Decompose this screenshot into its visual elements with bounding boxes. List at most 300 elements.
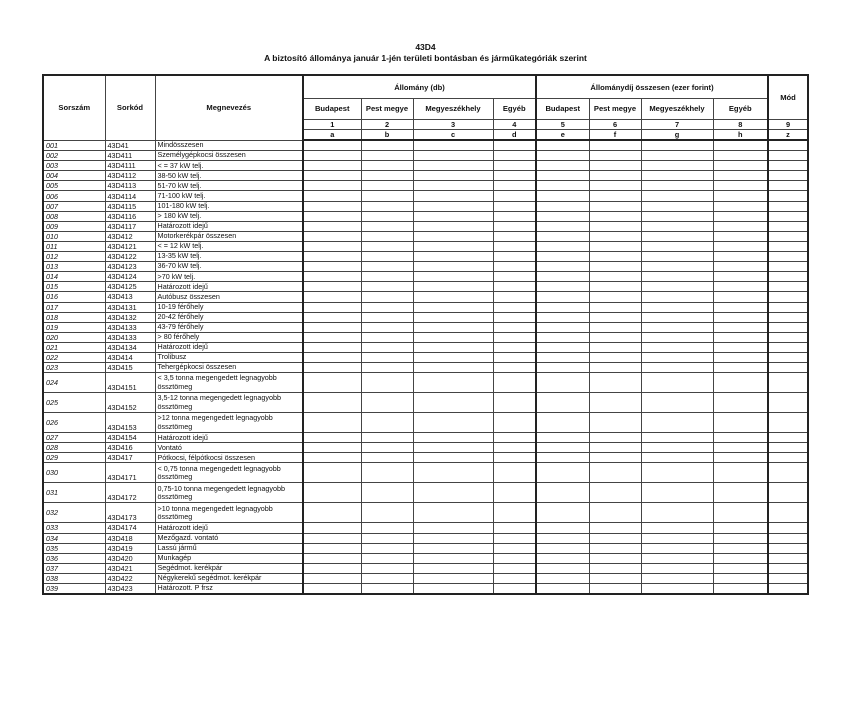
data-cell[interactable]: [589, 161, 641, 171]
data-cell[interactable]: [303, 282, 361, 292]
data-cell[interactable]: [413, 292, 493, 302]
data-cell[interactable]: [536, 453, 589, 463]
data-cell[interactable]: [361, 543, 413, 553]
data-cell[interactable]: [641, 292, 713, 302]
data-cell[interactable]: [713, 503, 768, 523]
data-cell[interactable]: [361, 181, 413, 191]
data-cell[interactable]: [768, 523, 808, 533]
data-cell[interactable]: [536, 553, 589, 563]
data-cell[interactable]: [493, 231, 536, 241]
data-cell[interactable]: [641, 201, 713, 211]
data-cell[interactable]: [768, 312, 808, 322]
data-cell[interactable]: [589, 573, 641, 583]
data-cell[interactable]: [536, 221, 589, 231]
data-cell[interactable]: [589, 553, 641, 563]
data-cell[interactable]: [536, 140, 589, 151]
data-cell[interactable]: [641, 211, 713, 221]
data-cell[interactable]: [589, 453, 641, 463]
data-cell[interactable]: [768, 262, 808, 272]
data-cell[interactable]: [413, 523, 493, 533]
data-cell[interactable]: [361, 352, 413, 362]
data-cell[interactable]: [493, 453, 536, 463]
data-cell[interactable]: [413, 563, 493, 573]
data-cell[interactable]: [303, 292, 361, 302]
data-cell[interactable]: [303, 453, 361, 463]
data-cell[interactable]: [413, 252, 493, 262]
data-cell[interactable]: [413, 140, 493, 151]
data-cell[interactable]: [493, 312, 536, 322]
data-cell[interactable]: [536, 302, 589, 312]
data-cell[interactable]: [641, 272, 713, 282]
data-cell[interactable]: [589, 262, 641, 272]
data-cell[interactable]: [303, 221, 361, 231]
data-cell[interactable]: [413, 191, 493, 201]
data-cell[interactable]: [768, 584, 808, 595]
data-cell[interactable]: [536, 151, 589, 161]
data-cell[interactable]: [589, 533, 641, 543]
data-cell[interactable]: [493, 483, 536, 503]
data-cell[interactable]: [713, 282, 768, 292]
data-cell[interactable]: [536, 171, 589, 181]
data-cell[interactable]: [713, 312, 768, 322]
data-cell[interactable]: [493, 363, 536, 373]
data-cell[interactable]: [713, 292, 768, 302]
data-cell[interactable]: [768, 342, 808, 352]
data-cell[interactable]: [641, 352, 713, 362]
data-cell[interactable]: [361, 151, 413, 161]
data-cell[interactable]: [768, 201, 808, 211]
data-cell[interactable]: [768, 191, 808, 201]
data-cell[interactable]: [768, 292, 808, 302]
data-cell[interactable]: [303, 191, 361, 201]
data-cell[interactable]: [303, 151, 361, 161]
data-cell[interactable]: [413, 363, 493, 373]
data-cell[interactable]: [641, 262, 713, 272]
data-cell[interactable]: [713, 553, 768, 563]
data-cell[interactable]: [713, 352, 768, 362]
data-cell[interactable]: [493, 543, 536, 553]
data-cell[interactable]: [641, 342, 713, 352]
data-cell[interactable]: [361, 161, 413, 171]
data-cell[interactable]: [713, 211, 768, 221]
data-cell[interactable]: [589, 231, 641, 241]
data-cell[interactable]: [641, 433, 713, 443]
data-cell[interactable]: [713, 363, 768, 373]
data-cell[interactable]: [713, 241, 768, 251]
data-cell[interactable]: [536, 563, 589, 573]
data-cell[interactable]: [413, 282, 493, 292]
data-cell[interactable]: [493, 252, 536, 262]
data-cell[interactable]: [713, 262, 768, 272]
data-cell[interactable]: [768, 211, 808, 221]
data-cell[interactable]: [641, 503, 713, 523]
data-cell[interactable]: [768, 140, 808, 151]
data-cell[interactable]: [536, 413, 589, 433]
data-cell[interactable]: [641, 363, 713, 373]
data-cell[interactable]: [768, 332, 808, 342]
data-cell[interactable]: [361, 241, 413, 251]
data-cell[interactable]: [493, 553, 536, 563]
data-cell[interactable]: [303, 161, 361, 171]
data-cell[interactable]: [768, 171, 808, 181]
data-cell[interactable]: [589, 292, 641, 302]
data-cell[interactable]: [361, 433, 413, 443]
data-cell[interactable]: [589, 272, 641, 282]
data-cell[interactable]: [589, 302, 641, 312]
data-cell[interactable]: [536, 373, 589, 393]
data-cell[interactable]: [303, 443, 361, 453]
data-cell[interactable]: [641, 241, 713, 251]
data-cell[interactable]: [713, 161, 768, 171]
data-cell[interactable]: [641, 312, 713, 322]
data-cell[interactable]: [413, 231, 493, 241]
data-cell[interactable]: [413, 151, 493, 161]
data-cell[interactable]: [589, 342, 641, 352]
data-cell[interactable]: [303, 262, 361, 272]
data-cell[interactable]: [641, 181, 713, 191]
data-cell[interactable]: [303, 332, 361, 342]
data-cell[interactable]: [361, 191, 413, 201]
data-cell[interactable]: [768, 161, 808, 171]
data-cell[interactable]: [589, 523, 641, 533]
data-cell[interactable]: [536, 573, 589, 583]
data-cell[interactable]: [493, 221, 536, 231]
data-cell[interactable]: [641, 231, 713, 241]
data-cell[interactable]: [413, 543, 493, 553]
data-cell[interactable]: [536, 363, 589, 373]
data-cell[interactable]: [536, 533, 589, 543]
data-cell[interactable]: [303, 563, 361, 573]
data-cell[interactable]: [589, 563, 641, 573]
data-cell[interactable]: [589, 443, 641, 453]
data-cell[interactable]: [303, 463, 361, 483]
data-cell[interactable]: [303, 322, 361, 332]
data-cell[interactable]: [589, 363, 641, 373]
data-cell[interactable]: [493, 373, 536, 393]
data-cell[interactable]: [413, 342, 493, 352]
data-cell[interactable]: [361, 483, 413, 503]
data-cell[interactable]: [303, 302, 361, 312]
data-cell[interactable]: [303, 181, 361, 191]
data-cell[interactable]: [713, 433, 768, 443]
data-cell[interactable]: [713, 342, 768, 352]
data-cell[interactable]: [641, 453, 713, 463]
data-cell[interactable]: [768, 483, 808, 503]
data-cell[interactable]: [413, 262, 493, 272]
data-cell[interactable]: [768, 181, 808, 191]
data-cell[interactable]: [303, 342, 361, 352]
data-cell[interactable]: [589, 322, 641, 332]
data-cell[interactable]: [536, 292, 589, 302]
data-cell[interactable]: [768, 563, 808, 573]
data-cell[interactable]: [536, 433, 589, 443]
data-cell[interactable]: [413, 433, 493, 443]
data-cell[interactable]: [413, 553, 493, 563]
data-cell[interactable]: [303, 373, 361, 393]
data-cell[interactable]: [536, 312, 589, 322]
data-cell[interactable]: [768, 533, 808, 543]
data-cell[interactable]: [303, 201, 361, 211]
data-cell[interactable]: [713, 201, 768, 211]
data-cell[interactable]: [641, 282, 713, 292]
data-cell[interactable]: [361, 563, 413, 573]
data-cell[interactable]: [413, 171, 493, 181]
data-cell[interactable]: [413, 393, 493, 413]
data-cell[interactable]: [589, 151, 641, 161]
data-cell[interactable]: [589, 140, 641, 151]
data-cell[interactable]: [361, 533, 413, 543]
data-cell[interactable]: [768, 453, 808, 463]
data-cell[interactable]: [768, 503, 808, 523]
data-cell[interactable]: [303, 171, 361, 181]
data-cell[interactable]: [589, 282, 641, 292]
data-cell[interactable]: [361, 463, 413, 483]
data-cell[interactable]: [536, 272, 589, 282]
data-cell[interactable]: [493, 463, 536, 483]
data-cell[interactable]: [536, 393, 589, 413]
data-cell[interactable]: [713, 302, 768, 312]
data-cell[interactable]: [536, 161, 589, 171]
data-cell[interactable]: [713, 181, 768, 191]
data-cell[interactable]: [536, 483, 589, 503]
data-cell[interactable]: [413, 503, 493, 523]
data-cell[interactable]: [641, 533, 713, 543]
data-cell[interactable]: [361, 393, 413, 413]
data-cell[interactable]: [361, 171, 413, 181]
data-cell[interactable]: [536, 262, 589, 272]
data-cell[interactable]: [493, 352, 536, 362]
data-cell[interactable]: [536, 523, 589, 533]
data-cell[interactable]: [493, 151, 536, 161]
data-cell[interactable]: [641, 171, 713, 181]
data-cell[interactable]: [768, 363, 808, 373]
data-cell[interactable]: [713, 332, 768, 342]
data-cell[interactable]: [303, 533, 361, 543]
data-cell[interactable]: [303, 140, 361, 151]
data-cell[interactable]: [768, 302, 808, 312]
data-cell[interactable]: [361, 453, 413, 463]
data-cell[interactable]: [303, 241, 361, 251]
data-cell[interactable]: [361, 302, 413, 312]
data-cell[interactable]: [493, 140, 536, 151]
data-cell[interactable]: [493, 161, 536, 171]
data-cell[interactable]: [768, 373, 808, 393]
data-cell[interactable]: [713, 413, 768, 433]
data-cell[interactable]: [361, 413, 413, 433]
data-cell[interactable]: [768, 393, 808, 413]
data-cell[interactable]: [713, 231, 768, 241]
data-cell[interactable]: [713, 393, 768, 413]
data-cell[interactable]: [493, 413, 536, 433]
data-cell[interactable]: [768, 352, 808, 362]
data-cell[interactable]: [361, 262, 413, 272]
data-cell[interactable]: [413, 181, 493, 191]
data-cell[interactable]: [303, 211, 361, 221]
data-cell[interactable]: [641, 553, 713, 563]
data-cell[interactable]: [493, 563, 536, 573]
data-cell[interactable]: [493, 191, 536, 201]
data-cell[interactable]: [641, 373, 713, 393]
data-cell[interactable]: [589, 352, 641, 362]
data-cell[interactable]: [493, 181, 536, 191]
data-cell[interactable]: [493, 573, 536, 583]
data-cell[interactable]: [413, 352, 493, 362]
data-cell[interactable]: [536, 241, 589, 251]
data-cell[interactable]: [413, 211, 493, 221]
data-cell[interactable]: [536, 191, 589, 201]
data-cell[interactable]: [303, 543, 361, 553]
data-cell[interactable]: [713, 252, 768, 262]
data-cell[interactable]: [589, 483, 641, 503]
data-cell[interactable]: [713, 272, 768, 282]
data-cell[interactable]: [641, 523, 713, 533]
data-cell[interactable]: [713, 373, 768, 393]
data-cell[interactable]: [493, 322, 536, 332]
data-cell[interactable]: [536, 463, 589, 483]
data-cell[interactable]: [713, 443, 768, 453]
data-cell[interactable]: [768, 221, 808, 231]
data-cell[interactable]: [713, 563, 768, 573]
data-cell[interactable]: [768, 322, 808, 332]
data-cell[interactable]: [713, 483, 768, 503]
data-cell[interactable]: [713, 584, 768, 595]
data-cell[interactable]: [641, 221, 713, 231]
data-cell[interactable]: [493, 503, 536, 523]
data-cell[interactable]: [361, 443, 413, 453]
data-cell[interactable]: [493, 584, 536, 595]
data-cell[interactable]: [413, 373, 493, 393]
data-cell[interactable]: [536, 211, 589, 221]
data-cell[interactable]: [361, 342, 413, 352]
data-cell[interactable]: [413, 584, 493, 595]
data-cell[interactable]: [413, 322, 493, 332]
data-cell[interactable]: [589, 211, 641, 221]
data-cell[interactable]: [768, 543, 808, 553]
data-cell[interactable]: [589, 241, 641, 251]
data-cell[interactable]: [589, 221, 641, 231]
data-cell[interactable]: [361, 221, 413, 231]
data-cell[interactable]: [589, 201, 641, 211]
data-cell[interactable]: [589, 191, 641, 201]
data-cell[interactable]: [303, 352, 361, 362]
data-cell[interactable]: [641, 332, 713, 342]
data-cell[interactable]: [413, 453, 493, 463]
data-cell[interactable]: [303, 483, 361, 503]
data-cell[interactable]: [768, 241, 808, 251]
data-cell[interactable]: [303, 503, 361, 523]
data-cell[interactable]: [641, 483, 713, 503]
data-cell[interactable]: [493, 262, 536, 272]
data-cell[interactable]: [413, 483, 493, 503]
data-cell[interactable]: [641, 393, 713, 413]
data-cell[interactable]: [361, 211, 413, 221]
data-cell[interactable]: [641, 443, 713, 453]
data-cell[interactable]: [641, 151, 713, 161]
data-cell[interactable]: [641, 573, 713, 583]
data-cell[interactable]: [303, 413, 361, 433]
data-cell[interactable]: [413, 413, 493, 433]
data-cell[interactable]: [641, 252, 713, 262]
data-cell[interactable]: [303, 231, 361, 241]
data-cell[interactable]: [641, 191, 713, 201]
data-cell[interactable]: [768, 433, 808, 443]
data-cell[interactable]: [493, 332, 536, 342]
data-cell[interactable]: [361, 231, 413, 241]
data-cell[interactable]: [641, 322, 713, 332]
data-cell[interactable]: [589, 413, 641, 433]
data-cell[interactable]: [361, 573, 413, 583]
data-cell[interactable]: [713, 140, 768, 151]
data-cell[interactable]: [303, 553, 361, 563]
data-cell[interactable]: [413, 332, 493, 342]
data-cell[interactable]: [303, 433, 361, 443]
data-cell[interactable]: [768, 151, 808, 161]
data-cell[interactable]: [641, 584, 713, 595]
data-cell[interactable]: [413, 443, 493, 453]
data-cell[interactable]: [493, 282, 536, 292]
data-cell[interactable]: [589, 543, 641, 553]
data-cell[interactable]: [303, 523, 361, 533]
data-cell[interactable]: [493, 443, 536, 453]
data-cell[interactable]: [713, 523, 768, 533]
data-cell[interactable]: [361, 272, 413, 282]
data-cell[interactable]: [361, 553, 413, 563]
data-cell[interactable]: [713, 171, 768, 181]
data-cell[interactable]: [536, 201, 589, 211]
data-cell[interactable]: [303, 393, 361, 413]
data-cell[interactable]: [303, 272, 361, 282]
data-cell[interactable]: [493, 201, 536, 211]
data-cell[interactable]: [536, 503, 589, 523]
data-cell[interactable]: [493, 433, 536, 443]
data-cell[interactable]: [303, 363, 361, 373]
data-cell[interactable]: [589, 332, 641, 342]
data-cell[interactable]: [413, 241, 493, 251]
data-cell[interactable]: [536, 584, 589, 595]
data-cell[interactable]: [493, 342, 536, 352]
data-cell[interactable]: [768, 282, 808, 292]
data-cell[interactable]: [641, 463, 713, 483]
data-cell[interactable]: [361, 282, 413, 292]
data-cell[interactable]: [641, 140, 713, 151]
data-cell[interactable]: [361, 312, 413, 322]
data-cell[interactable]: [589, 393, 641, 413]
data-cell[interactable]: [361, 584, 413, 595]
data-cell[interactable]: [493, 292, 536, 302]
data-cell[interactable]: [413, 161, 493, 171]
data-cell[interactable]: [413, 221, 493, 231]
data-cell[interactable]: [589, 171, 641, 181]
data-cell[interactable]: [413, 533, 493, 543]
data-cell[interactable]: [303, 573, 361, 583]
data-cell[interactable]: [413, 272, 493, 282]
data-cell[interactable]: [361, 373, 413, 393]
data-cell[interactable]: [493, 302, 536, 312]
data-cell[interactable]: [589, 463, 641, 483]
data-cell[interactable]: [641, 413, 713, 433]
data-cell[interactable]: [589, 503, 641, 523]
data-cell[interactable]: [536, 352, 589, 362]
data-cell[interactable]: [589, 312, 641, 322]
data-cell[interactable]: [493, 523, 536, 533]
data-cell[interactable]: [536, 543, 589, 553]
data-cell[interactable]: [641, 302, 713, 312]
data-cell[interactable]: [361, 292, 413, 302]
data-cell[interactable]: [493, 533, 536, 543]
data-cell[interactable]: [589, 252, 641, 262]
data-cell[interactable]: [589, 433, 641, 443]
data-cell[interactable]: [361, 140, 413, 151]
